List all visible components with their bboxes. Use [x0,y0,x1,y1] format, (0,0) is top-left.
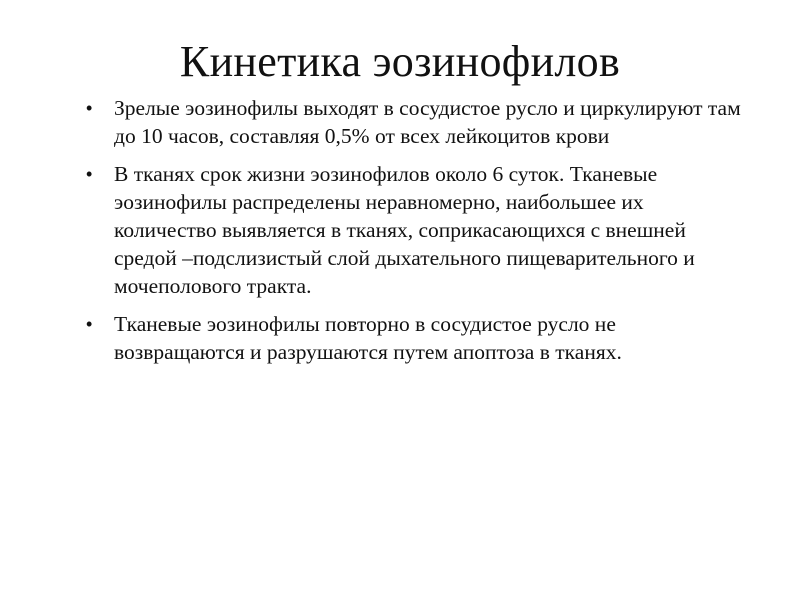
bullet-item [86,94,746,150]
bullet-text: В тканях срок жизни эозинофилов около 6 суток. Тканевые эозинофилы распределены неравномерно, наибольшее их количество выявляется в тканях, соприкасающихся с внешней средой –подслизистый слой дыхательного пищеварительного и мочеполового тракта. [114,162,695,298]
bullet-dot-icon: • [86,98,93,118]
bullet-list [86,94,746,376]
slide-title: Кинетика эозинофилов [179,37,621,86]
bullet-item [86,160,746,300]
bullet-dot-icon: • [86,164,93,184]
bullet-item [86,310,746,366]
bullet-dot-icon: • [86,314,93,334]
bullet-text: Зрелые эозинофилы выходят в сосудистое русло и циркулируют там до 10 часов, составляя 0,5% от всех лейкоцитов крови [114,96,741,148]
bullet-text: Тканевые эозинофилы повторно в сосудистое русло не возвращаются и разрушаются путем апоптоза в тканях. [114,312,622,364]
